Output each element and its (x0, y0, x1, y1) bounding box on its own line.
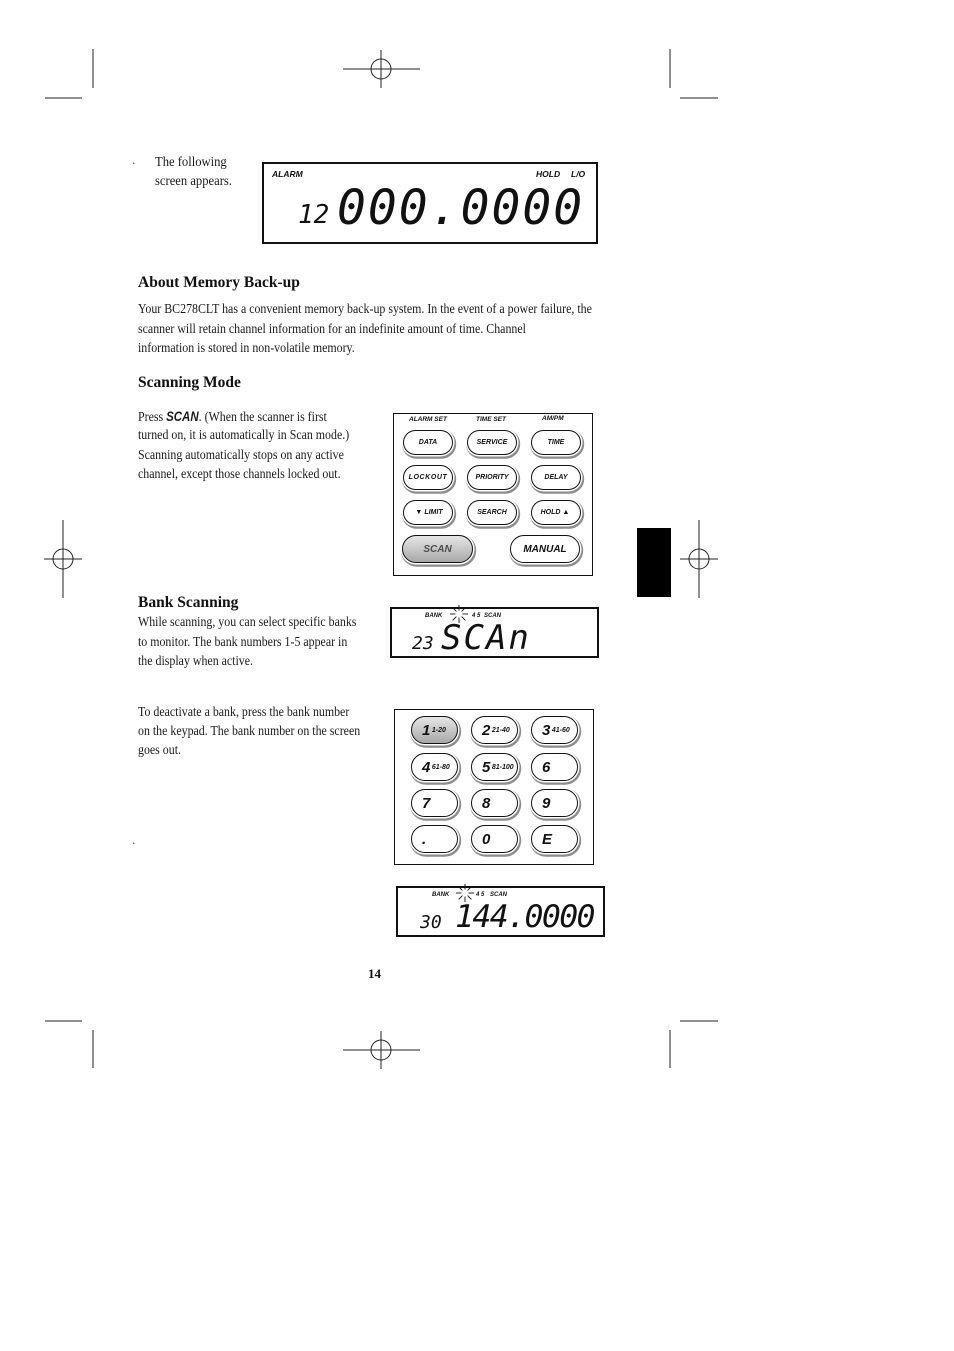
data-key-label: DATA (418, 439, 438, 446)
section-tab (637, 528, 671, 597)
scanning-mode-heading: Scanning Mode (138, 374, 241, 391)
search-key-label: SEARCH (477, 509, 507, 516)
bank-scanning-heading: Bank Scanning (138, 594, 239, 611)
key-digit: 9 (542, 794, 550, 812)
hold-key (531, 500, 581, 525)
limit-key (403, 500, 453, 525)
hold-key-label: HOLD (540, 509, 561, 516)
bank-scanning-line: to monitor. The bank numbers 1-5 appear in (138, 635, 348, 650)
time-set-label: TIME SET (476, 416, 506, 423)
scanning-mode-line (138, 408, 327, 427)
lcd-display-bank-scan (396, 886, 605, 937)
number-keypad (394, 709, 594, 865)
scan-description: . (When the scanner is first (198, 410, 327, 425)
down-arrow-icon: ▼ (415, 509, 423, 516)
key-digit: 3 (542, 721, 550, 739)
key-digit: 6 (542, 758, 550, 776)
key-digit: 2 (482, 721, 490, 739)
hold-indicator: HOLD (536, 169, 561, 179)
key-range: 1-20 (431, 726, 446, 734)
intro-line-2: screen appears. (155, 174, 232, 189)
key-digit: 7 (422, 794, 430, 812)
page-number: 14 (368, 966, 381, 981)
bullet-dot: . (132, 153, 136, 168)
intro-line-1: The following (155, 155, 227, 170)
key-digit: 4 (422, 758, 430, 776)
priority-key-label: PRIORITY (475, 474, 509, 481)
function-keypad (393, 413, 593, 576)
bank-indicator-label: BANK (432, 892, 450, 898)
key-range: 21-40 (491, 726, 510, 734)
alarm-indicator: ALARM (272, 169, 303, 179)
lockout-key (403, 465, 453, 490)
scan-readout: SCAn (441, 618, 531, 658)
scanning-mode-line: channel, except those channels locked out. (138, 467, 341, 482)
memory-backup-line: scanner will retain channel information for an indefinite amount of time. Channel (138, 322, 526, 337)
key-2 (471, 716, 518, 744)
key-3 (531, 716, 578, 744)
delay-key (531, 465, 581, 490)
lcd-display-frequency (262, 162, 598, 244)
crop-mark-bottom-right (670, 1021, 718, 1068)
scanning-mode-line: Scanning automatically stops on any active (138, 448, 344, 463)
bank-scanning-line: the display when active. (138, 654, 254, 669)
up-arrow-icon: ▲ (562, 509, 570, 516)
service-key (467, 430, 517, 455)
deactivate-line: To deactivate a bank, press the bank number (138, 705, 350, 720)
frequency-readout: 000.0000 (337, 180, 585, 236)
key-9 (531, 789, 578, 817)
am-pm-label: AM/PM (542, 415, 564, 422)
key-e (531, 825, 578, 853)
service-key-label: SERVICE (476, 439, 508, 446)
lockout-key-label: LOCKOUT (408, 474, 448, 481)
data-key (403, 430, 453, 455)
scan-key-reference: SCAN (166, 409, 199, 424)
registration-mark-bottom (343, 1031, 420, 1069)
scanning-mode-line: turned on, it is automatically in Scan mode.) (138, 428, 350, 443)
key-1 (411, 716, 458, 744)
time-key-label: TIME (547, 439, 565, 446)
key-decimal (411, 825, 458, 853)
time-key (531, 430, 581, 455)
crop-mark-bottom-left (45, 1021, 93, 1068)
key-digit: E (542, 830, 552, 848)
registration-mark-left (44, 520, 82, 598)
memory-backup-line: Your BC278CLT has a convenient memory back-up system. In the event of a power failure, the (138, 302, 592, 317)
key-0 (471, 825, 518, 853)
limit-key-label: LIMIT (424, 509, 443, 516)
key-4 (411, 753, 458, 781)
press-text: Press (138, 410, 167, 425)
key-7 (411, 789, 458, 817)
scan-key-label: SCAN (423, 543, 452, 555)
manual-key (510, 535, 580, 563)
memory-backup-line: information is stored in non-volatile memory. (138, 341, 355, 356)
bank-numbers: 4 5 (476, 892, 485, 898)
manual-key-label: MANUAL (523, 543, 567, 555)
scan-key (402, 535, 473, 563)
deactivate-line: on the keypad. The bank number on the screen (138, 724, 361, 739)
key-6 (531, 753, 578, 781)
key-digit: 8 (482, 794, 490, 812)
key-8 (471, 789, 518, 817)
registration-mark-top (343, 50, 420, 88)
key-digit: . (422, 830, 426, 848)
priority-key (467, 465, 517, 490)
lockout-indicator: L/O (571, 169, 586, 179)
alarm-set-label: ALARM SET (409, 416, 447, 423)
key-5 (471, 753, 518, 781)
deactivate-line: goes out. (138, 743, 181, 758)
lcd-display-scan (390, 607, 599, 658)
bank-indicator-label: BANK (425, 613, 443, 619)
key-digit: 5 (482, 758, 490, 776)
search-key (467, 500, 517, 525)
crop-mark-top-right (670, 49, 718, 98)
key-range: 81-100 (491, 763, 514, 771)
key-range: 41-60 (551, 726, 570, 734)
bank-scanning-line: While scanning, you can select specific banks (138, 615, 357, 630)
key-digit: 1 (422, 721, 430, 739)
frequency-readout: 144.0000 (455, 899, 594, 935)
scan-indicator: SCAN (490, 892, 508, 898)
key-digit: 0 (482, 830, 490, 848)
scan-indicator: SCAN (484, 613, 502, 619)
channel-number: 30 (420, 912, 442, 933)
bullet-dot: . (132, 833, 136, 848)
registration-mark-right (680, 520, 718, 598)
bank-numbers: 4 5 (472, 613, 481, 619)
channel-number: 23 (412, 633, 434, 654)
memory-backup-heading: About Memory Back-up (138, 274, 300, 291)
key-range: 61-80 (431, 763, 450, 771)
crop-mark-top-left (45, 49, 93, 98)
channel-number: 12 (298, 200, 330, 230)
delay-key-label: DELAY (544, 474, 568, 481)
